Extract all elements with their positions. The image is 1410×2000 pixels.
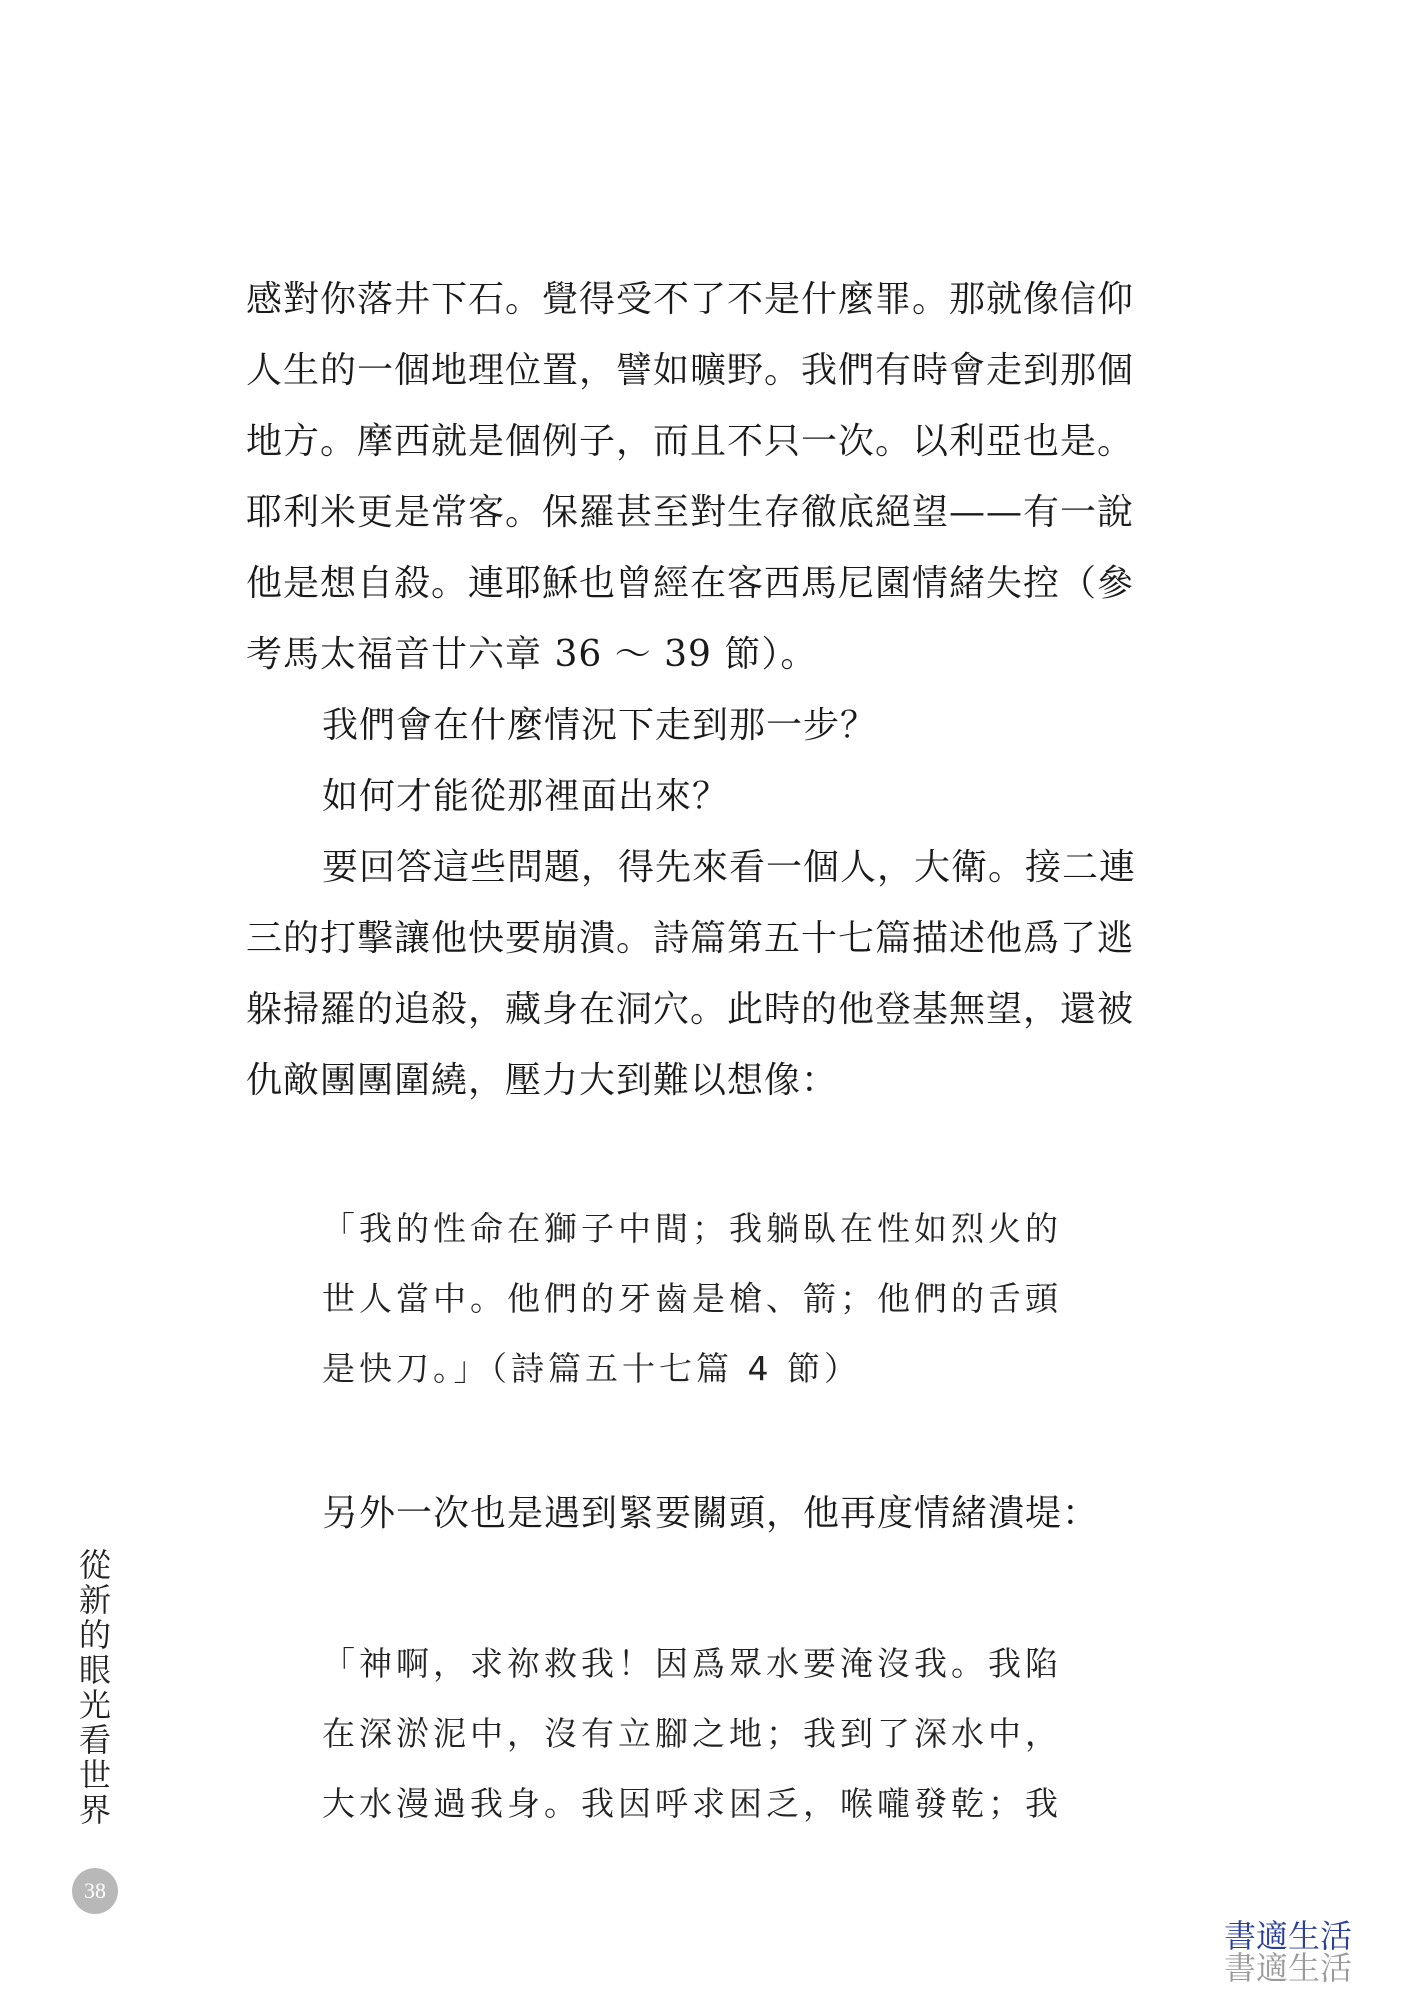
scripture-quote-line: 世人當中。他們的牙齒是槍、箭；他們的舌頭	[322, 1279, 1062, 1318]
body-text-line: 要回答這些問題，得先來看一個人，大衛。接二連	[322, 847, 1137, 888]
scripture-quote-line: 是快刀。」（詩篇五十七篇 4 節）	[322, 1349, 861, 1388]
question-line: 如何才能從那裡面出來？	[322, 776, 730, 817]
scripture-quote-line: 大水漫過我身。我因呼求困乏，喉嚨發乾；我	[322, 1784, 1062, 1823]
publisher-watermark-shadow: 書適生活	[1223, 1949, 1352, 1987]
body-text-line: 感對你落井下石。覺得受不了不是什麼罪。那就像信仰	[246, 279, 1135, 320]
scripture-quote-line: 「神啊，求祢救我！因爲眾水要淹沒我。我陷	[322, 1644, 1062, 1683]
body-text-line: 躲掃羅的追殺，藏身在洞穴。此時的他登基無望，還被	[246, 989, 1135, 1030]
question-line: 我們會在什麼情況下走到那一步？	[322, 705, 878, 746]
body-text-line: 他是想自殺。連耶穌也曾經在客西馬尼園情緒失控（參	[246, 563, 1135, 604]
body-text-line: 三的打擊讓他快要崩潰。詩篇第五十七篇描述他爲了逃	[246, 918, 1135, 959]
scripture-quote-line: 在深淤泥中，沒有立腳之地；我到了深水中，	[322, 1714, 1062, 1753]
body-text-line: 人生的一個地理位置，譬如曠野。我們有時會走到那個	[246, 350, 1135, 391]
body-text-line: 考馬太福音廿六章 36 ～ 39 節）。	[246, 634, 818, 675]
page-number: 38	[72, 1868, 118, 1914]
body-text-line: 耶利米更是常客。保羅甚至對生存徹底絕望——有一說	[246, 492, 1135, 533]
running-title: 從新的眼光看世界	[78, 1546, 111, 1829]
body-text-line: 地方。摩西就是個例子，而且不只一次。以利亞也是。	[246, 421, 1135, 462]
body-text-line: 另外一次也是遇到緊要關頭，他再度情緒潰堤：	[322, 1493, 1100, 1534]
scripture-quote-line: 「我的性命在獅子中間；我躺臥在性如烈火的	[322, 1209, 1062, 1248]
body-text-line: 仇敵團團圍繞，壓力大到難以想像：	[246, 1060, 839, 1101]
publisher-watermark: 書適生活	[1223, 1917, 1352, 1955]
